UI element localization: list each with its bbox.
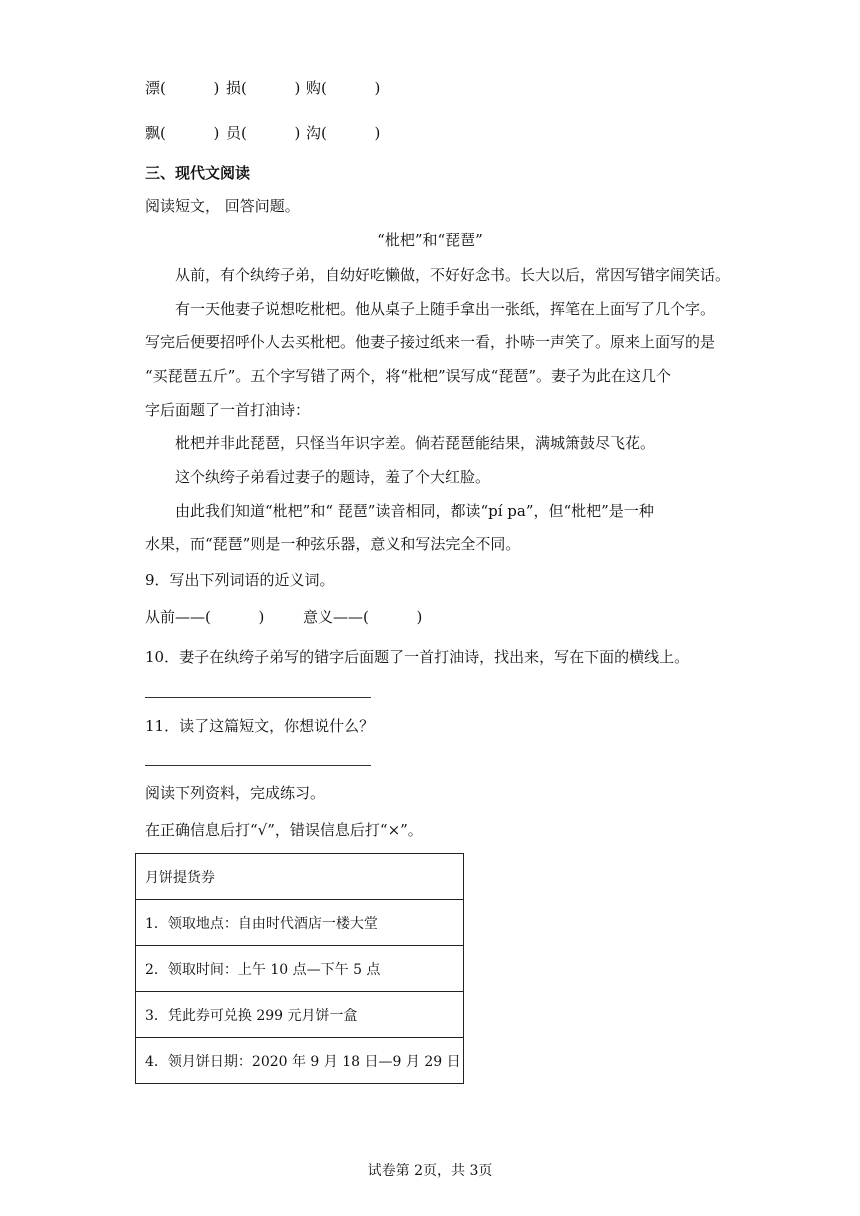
- coupon-title-cell: 月饼提货券: [136, 854, 464, 900]
- char-item: 漂( ): [145, 79, 220, 97]
- paragraph-line: 有一天他妻子说想吃枇杷。他从桌子上随手拿出一张纸，挥笔在上面写了几个字。: [175, 300, 716, 318]
- char-item: 损( ): [226, 79, 301, 97]
- material-instruction: 阅读下列资料，完成练习。: [145, 784, 326, 802]
- coupon-cell: 4．领月饼日期：2020 年 9 月 18 日—9 月 29 日: [136, 1038, 464, 1084]
- coupon-cell: 3．凭此券可兑换 299 元月饼一盒: [136, 992, 464, 1038]
- char-item: 沟( ): [306, 124, 381, 142]
- page-footer: 试卷第 2页，共 3页: [367, 1163, 493, 1179]
- reading-instruction: 阅读短文， 回答问题。: [145, 197, 300, 215]
- table-row: [136, 854, 464, 900]
- paragraph-line: 写完后便要招呼仆人去买枇杷。他妻子接过纸来一看，扑哧一声笑了。原来上面写的是: [145, 333, 716, 351]
- q9-item-1: 从前——( ): [145, 608, 265, 626]
- question-9: 9．写出下列词语的近义词。: [145, 571, 335, 589]
- passage-title: “枇杷”和“琵琶”: [377, 231, 483, 249]
- answer-line-11[interactable]: [145, 765, 371, 766]
- paragraph-line: 这个纨绔子弟看过妻子的题诗，羞了个大红脸。: [175, 468, 491, 486]
- char-item: 员( ): [226, 124, 301, 142]
- paragraph-line: 由此我们知道“枇杷”和“ 琵琶”读音相同，都读“pí pa”，但“枇杷”是一种: [175, 502, 654, 520]
- mark-instruction: 在正确信息后打“√”，错误信息后打“×”。: [145, 821, 423, 839]
- question-10: 10．妻子在纨绔子弟写的错字后面题了一首打油诗，找出来，写在下面的横线上。: [145, 648, 690, 666]
- paragraph-line: 水果，而“琵琶”则是一种弦乐器，意义和写法完全不同。: [145, 535, 521, 553]
- table-row: [136, 992, 464, 1038]
- paragraph-line: “买琵琶五斤”。五个字写错了两个，将“枇杷”误写成“琵琶”。妻子为此在这几个: [145, 367, 672, 385]
- question-11: 11．读了这篇短文，你想说什么？: [145, 717, 375, 735]
- table-row: [136, 946, 464, 992]
- char-item: 购( ): [306, 79, 381, 97]
- section-heading: 三、现代文阅读: [145, 164, 251, 182]
- paragraph-line: 从前，有个纨绔子弟，自幼好吃懒做，不好好念书。长大以后，常因写错字闹笑话。: [175, 266, 731, 284]
- coupon-cell: 2．领取时间：上午 10 点—下午 5 点: [136, 946, 464, 992]
- paragraph-line: 字后面题了一首打油诗：: [145, 401, 311, 419]
- q9-item-2: 意义——( ): [303, 608, 423, 626]
- poem-line: 枇杷并非此琵琶，只怪当年识字差。倘若琵琶能结果，满城箫鼓尽飞花。: [175, 434, 656, 452]
- answer-line-10[interactable]: [145, 697, 371, 698]
- coupon-cell: 1．领取地点：自由时代酒店一楼大堂: [136, 900, 464, 946]
- coupon-table: [135, 853, 464, 1084]
- char-item: 飘( ): [145, 124, 220, 142]
- table-row: [136, 900, 464, 946]
- table-row: [136, 1038, 464, 1084]
